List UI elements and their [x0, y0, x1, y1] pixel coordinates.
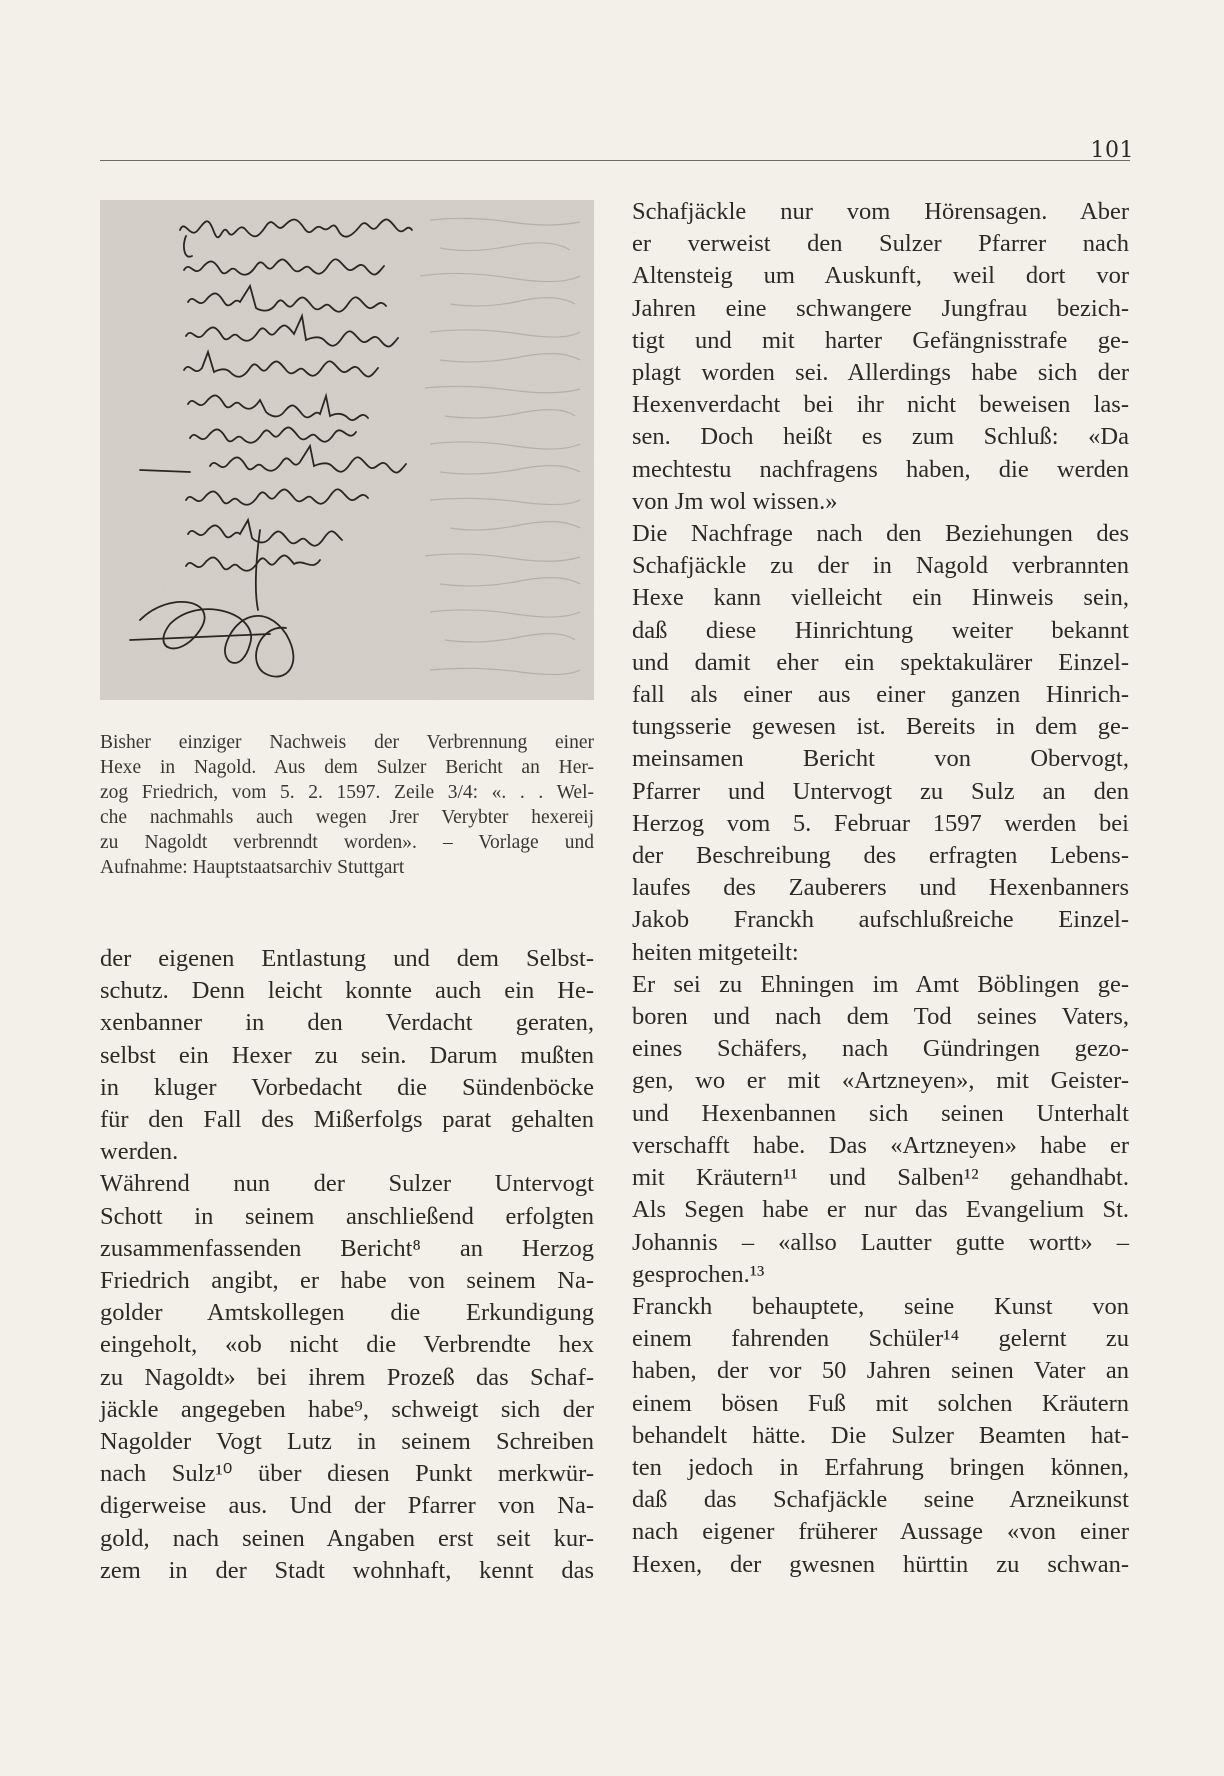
text-line: Friedrich angibt, er habe von seinem Na- [100, 1267, 594, 1295]
text-line: werden. [100, 1138, 179, 1166]
text-line: Schafjäckle zu der in Nagold verbrannten [632, 552, 1129, 580]
text-line: zem in der Stadt wohnhaft, kennt das [100, 1556, 594, 1584]
text-line: meinsamen Bericht von Obervogt, [632, 745, 1129, 773]
text-line: jäckle angegeben habe⁹, schweigt sich der [100, 1395, 594, 1423]
text-line: Pfarrer und Untervogt zu Sulz an den [632, 777, 1129, 805]
text-line: fall als einer aus einer ganzen Hinrich- [632, 681, 1129, 709]
text-line: Hexen, der gwesnen hürttin zu schwan- [632, 1550, 1129, 1578]
text-line: gen, wo er mit «Artzneyen», mit Geister- [632, 1067, 1129, 1095]
caption-line: zog Friedrich, vom 5. 2. 1597. Zeile 3/4: «. . . Wel- [100, 782, 594, 803]
text-line: zusammenfassenden Bericht⁸ an Herzog [100, 1234, 594, 1262]
caption-line: Hexe in Nagold. Aus dem Sulzer Bericht an Her- [100, 757, 594, 778]
text-line: tigt und mit harter Gefängnisstrafe ge- [632, 326, 1129, 354]
right-text-column [632, 196, 1129, 1581]
text-line: eingeholt, «ob nicht die Verbrendte hex [100, 1331, 594, 1359]
text-line: Schafjäckle nur vom Hörensagen. Aber [632, 198, 1129, 225]
text-line: plagt worden sei. Allerdings habe sich der [632, 359, 1129, 387]
text-line: Die Nachfrage nach den Beziehungen des [632, 520, 1129, 548]
text-line: daß diese Hinrichtung weiter bekannt [632, 616, 1129, 644]
text-line: heiten mitgeteilt: [632, 938, 799, 966]
text-line: der eigenen Entlastung und dem Selbst- [100, 945, 594, 972]
text-line: Franckh behauptete, seine Kunst von [632, 1292, 1129, 1320]
text-line: xenbanner in den Verdacht geraten, [100, 1009, 594, 1037]
text-line: Hexenverdacht bei ihr nicht beweisen las- [632, 391, 1129, 419]
text-line: Johannis – «allso Lautter gutte wortt» – [632, 1228, 1129, 1256]
text-line: behandelt hätte. Die Sulzer Beamten hat- [632, 1421, 1129, 1449]
left-text-column [100, 943, 594, 1587]
text-line: nach Sulz¹⁰ über diesen Punkt merkwür- [100, 1460, 594, 1488]
caption-line: Aufnahme: Hauptstaatsarchiv Stuttgart [100, 857, 405, 878]
text-line: sen. Doch heißt es zum Schluß: «Da [632, 423, 1129, 451]
caption-line: zu Nagoldt verbrenndt worden». – Vorlage und [100, 832, 594, 853]
text-line: von Jm wol wissen.» [632, 487, 838, 515]
text-line: selbst ein Hexer zu sein. Darum mußten [100, 1041, 594, 1069]
text-line: daß das Schafjäckle seine Arzneikunst [632, 1486, 1129, 1514]
text-line: der Beschreibung des erfragten Lebens- [632, 842, 1129, 870]
text-line: mechtestu nachfragens haben, die werden [632, 455, 1129, 483]
text-line: Jahren eine schwangere Jungfrau bezich- [632, 294, 1129, 322]
text-line: haben, der vor 50 Jahren seinen Vater an [632, 1357, 1129, 1385]
caption-line: che nachmahls auch wegen Jrer Verybter hexereij [100, 807, 594, 828]
text-line: mit Kräutern¹¹ und Salben¹² gehandhabt. [632, 1164, 1129, 1192]
text-line: tungsserie gewesen ist. Bereits in dem ge- [632, 713, 1129, 741]
text-line: boren und nach dem Tod seines Vaters, [632, 1003, 1129, 1031]
text-line: er verweist den Sulzer Pfarrer nach [632, 230, 1129, 258]
header-rule [100, 160, 1130, 161]
text-line: digerweise aus. Und der Pfarrer von Na- [100, 1492, 594, 1520]
text-line: nach eigener früherer Aussage «von einer [632, 1518, 1129, 1546]
caption-line: Bisher einziger Nachweis der Verbrennung einer [100, 732, 594, 753]
text-line: zu Nagoldt» bei ihrem Prozeß das Schaf- [100, 1363, 594, 1391]
text-line: golder Amtskollegen die Erkundigung [100, 1299, 594, 1327]
text-line: für den Fall des Mißerfolgs parat gehalten [100, 1106, 594, 1134]
manuscript-figure [100, 200, 594, 700]
text-line: laufes des Zauberers und Hexenbanners [632, 874, 1129, 902]
text-line: einem fahrenden Schüler¹⁴ gelernt zu [632, 1325, 1129, 1353]
text-line: Er sei zu Ehningen im Amt Böblingen ge- [632, 970, 1129, 998]
text-line: gold, nach seinen Angaben erst seit kur- [100, 1524, 594, 1552]
text-line: Jakob Franckh aufschlußreiche Einzel- [632, 906, 1129, 934]
text-line: Herzog vom 5. Februar 1597 werden bei [632, 809, 1129, 837]
text-line: einem bösen Fuß mit solchen Kräutern [632, 1389, 1129, 1417]
text-line: gesprochen.¹³ [632, 1260, 765, 1288]
text-line: Nagolder Vogt Lutz in seinem Schreiben [100, 1428, 594, 1456]
page-number: 101 [1090, 138, 1134, 163]
figure-caption [100, 730, 594, 880]
text-line: Altensteig um Auskunft, weil dort vor [632, 262, 1129, 290]
text-line: schutz. Denn leicht konnte auch ein He- [100, 977, 594, 1005]
text-line: verschafft habe. Das «Artzneyen» habe er [632, 1131, 1129, 1159]
text-line: Während nun der Sulzer Untervogt [100, 1170, 594, 1198]
text-line: Als Segen habe er nur das Evangelium St. [632, 1196, 1129, 1224]
text-line: eines Schäfers, nach Gündringen gezo- [632, 1035, 1129, 1063]
text-line: Schott in seinem anschließend erfolgten [100, 1202, 594, 1230]
text-line: und damit eher ein spektakulärer Einzel- [632, 648, 1129, 676]
text-line: in kluger Vorbedacht die Sündenböcke [100, 1073, 594, 1101]
text-line: Hexe kann vielleicht ein Hinweis sein, [632, 584, 1129, 612]
text-line: ten jedoch in Erfahrung bringen können, [632, 1453, 1129, 1481]
text-line: und Hexenbannen sich seinen Unterhalt [632, 1099, 1129, 1127]
handwritten-manuscript-image [100, 200, 594, 700]
